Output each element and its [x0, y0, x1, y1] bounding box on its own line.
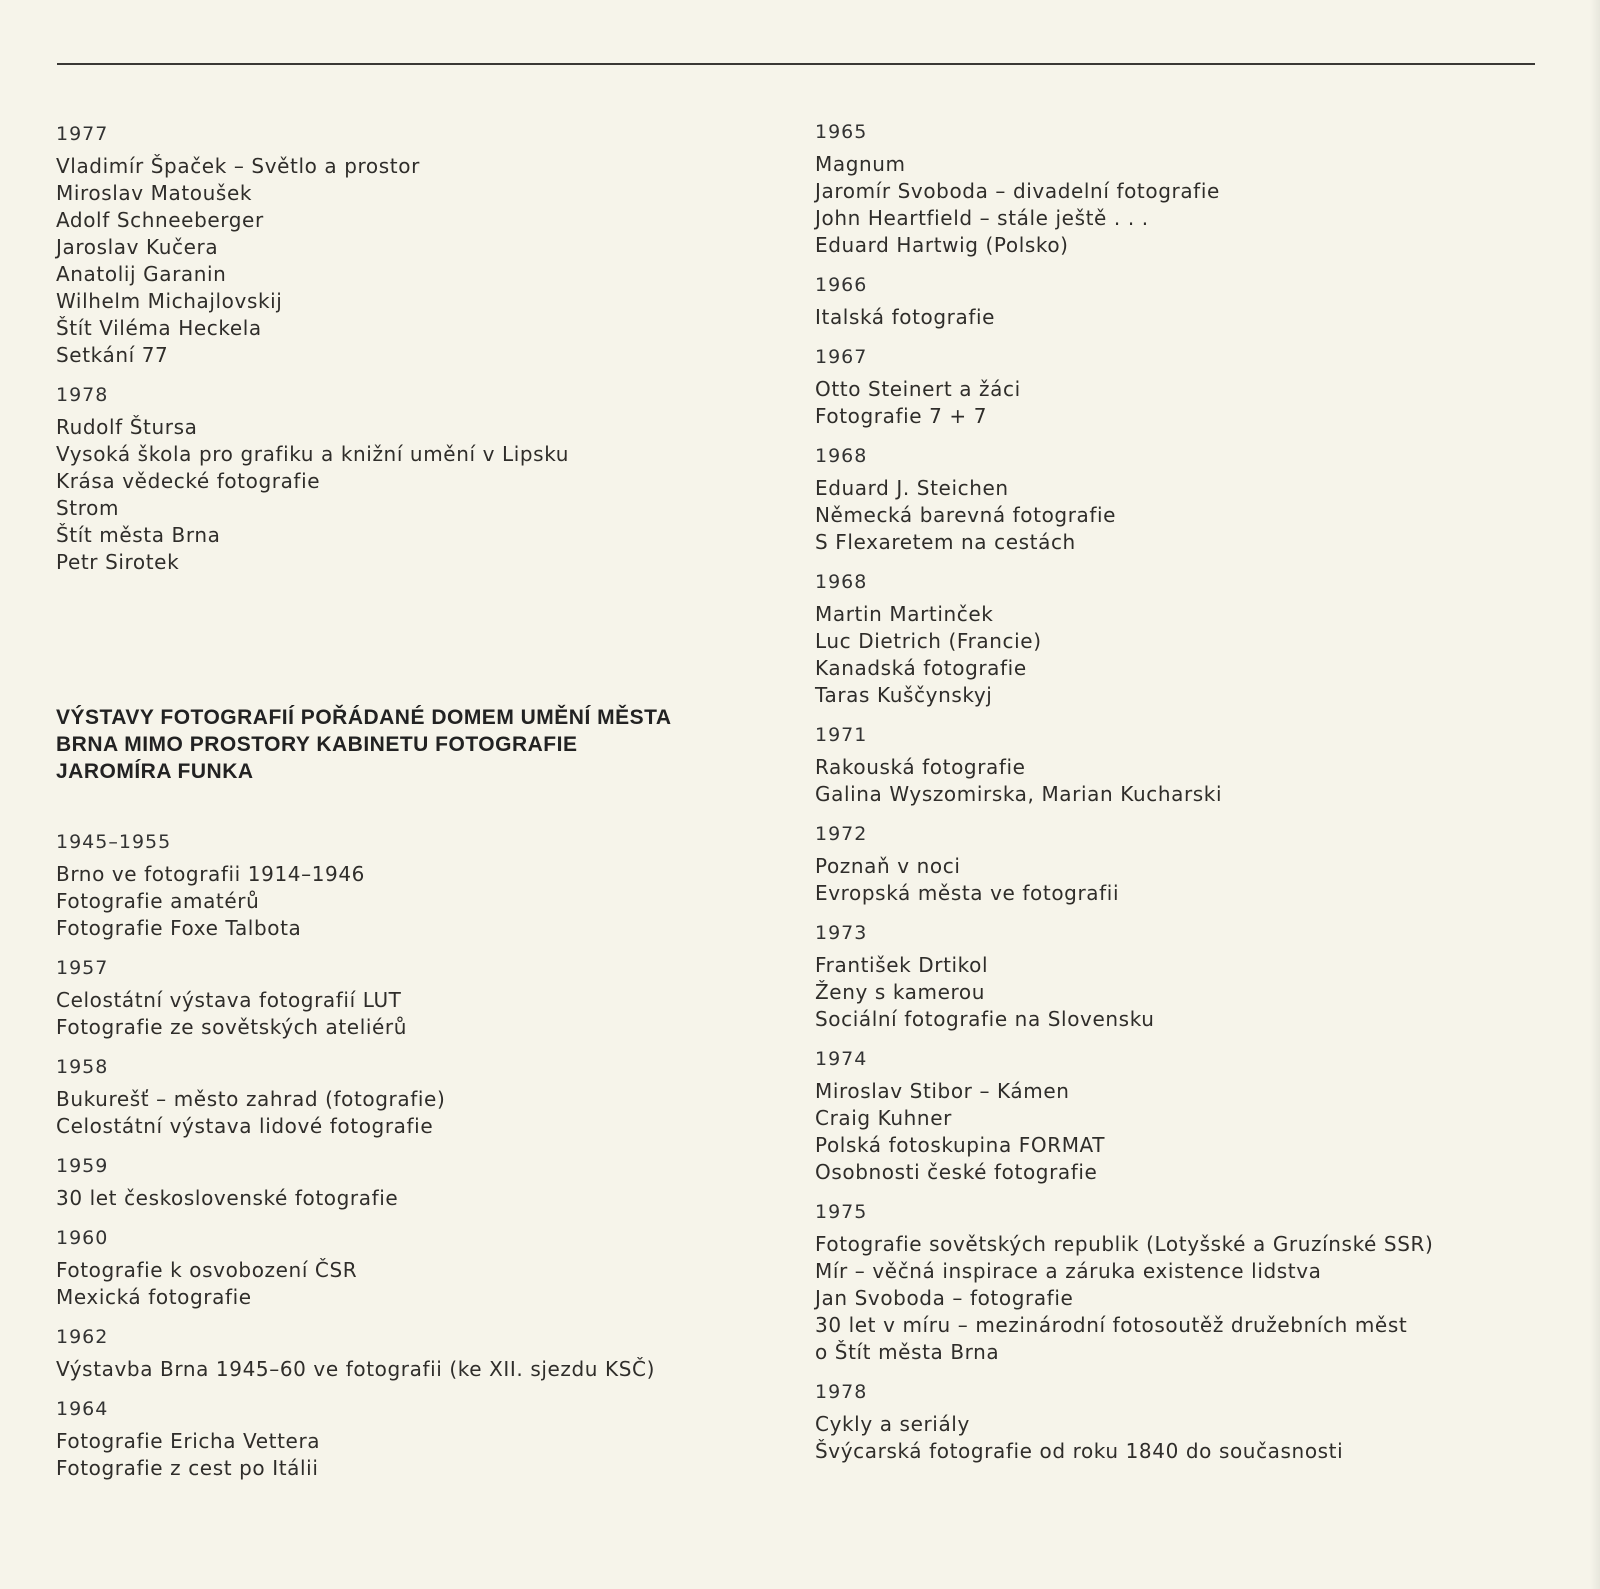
exhibition-item: Štít Viléma Heckela — [56, 316, 262, 340]
exhibition-item: Martin Martinček — [815, 602, 994, 626]
exhibition-item: Výstavba Brna 1945–60 ve fotografii (ke XII. sjezdu KSČ) — [56, 1357, 655, 1381]
year-group — [815, 1199, 1555, 1366]
exhibition-item: Miroslav Stibor – Kámen — [815, 1079, 1070, 1103]
exhibition-item: Petr Sirotek — [56, 550, 180, 574]
year-label: 1978 — [815, 1381, 868, 1403]
year-label: 1957 — [56, 957, 109, 979]
year-label: 1972 — [815, 823, 868, 845]
exhibition-item: Fotografie ze sovětských ateliérů — [56, 1015, 408, 1039]
exhibition-item: Taras Kuščynskyj — [815, 683, 993, 707]
exhibition-item: Fotografie sovětských republik (Lotyšské a Gruzínské SSR) — [815, 1232, 1434, 1256]
exhibition-item: 30 let československé fotografie — [56, 1186, 399, 1210]
year-group — [815, 722, 1555, 808]
year-group — [56, 121, 756, 369]
year-label: 1973 — [815, 922, 868, 944]
year-group — [815, 821, 1555, 907]
year-label: 1945–1955 — [56, 831, 172, 853]
exhibition-item: Vysoká škola pro grafiku a knižní umění v Lipsku — [56, 442, 570, 466]
year-group — [56, 1225, 756, 1311]
exhibition-item: Fotografie Ericha Vettera — [56, 1429, 321, 1453]
year-group — [56, 1153, 756, 1212]
exhibition-item: Luc Dietrich (Francie) — [815, 629, 1042, 653]
exhibition-item: Celostátní výstava fotografií LUT — [56, 988, 402, 1012]
year-label: 1967 — [815, 346, 868, 368]
exhibition-item: Poznaň v noci — [815, 854, 961, 878]
exhibition-item: Polská fotoskupina FORMAT — [815, 1133, 1106, 1157]
exhibition-item: Rudolf Štursa — [56, 415, 198, 439]
exhibition-item: Strom — [56, 496, 120, 520]
exhibition-item: Adolf Schneeberger — [56, 208, 264, 232]
exhibition-item: S Flexaretem na cestách — [815, 530, 1076, 554]
left-top-groups — [56, 121, 756, 576]
year-group — [815, 119, 1555, 259]
exhibition-item: Jan Svoboda – fotografie — [815, 1286, 1074, 1310]
year-group — [815, 344, 1555, 430]
right-column — [815, 119, 1555, 1478]
year-label: 1977 — [56, 123, 109, 145]
year-group — [815, 569, 1555, 709]
exhibition-item: Galina Wyszomirska, Marian Kucharski — [815, 782, 1223, 806]
exhibition-item: Anatolij Garanin — [56, 262, 227, 286]
year-group — [815, 1046, 1555, 1186]
exhibition-item: Fotografie k osvobození ČSR — [56, 1258, 358, 1282]
exhibition-item: Evropská města ve fotografii — [815, 881, 1120, 905]
exhibition-item: Cykly a seriály — [815, 1412, 970, 1436]
year-group — [815, 272, 1555, 331]
exhibition-item: Jaroslav Kučera — [56, 235, 219, 259]
exhibition-item: Fotografie 7 + 7 — [815, 404, 988, 428]
exhibition-item: Osobnosti české fotografie — [815, 1160, 1098, 1184]
exhibition-item: Sociální fotografie na Slovensku — [815, 1007, 1155, 1031]
exhibition-item: Bukurešť – město zahrad (fotografie) — [56, 1087, 446, 1111]
exhibition-item: Mexická fotografie — [56, 1285, 252, 1309]
exhibition-item: Vladimír Špaček – Světlo a prostor — [56, 154, 420, 178]
top-rule — [57, 63, 1535, 65]
exhibition-item: Wilhelm Michajlovskij — [56, 289, 283, 313]
section-heading: VÝSTAVY FOTOGRAFIÍ POŘÁDANÉ DOMEM UMĚNÍ MĚSTA BRNA MIMO PROSTORY KABINETU FOTOGRAFIE JAROMÍRA FUNKA — [56, 706, 672, 783]
year-label: 1964 — [56, 1398, 109, 1420]
exhibition-item: Fotografie z cest po Itálii — [56, 1456, 319, 1480]
year-group — [56, 829, 756, 942]
year-label: 1965 — [815, 121, 868, 143]
exhibition-item: Štít města Brna — [56, 523, 221, 547]
year-label: 1974 — [815, 1048, 868, 1070]
year-label: 1966 — [815, 274, 868, 296]
year-label: 1968 — [815, 445, 868, 467]
exhibition-item: o Štít města Brna — [815, 1340, 1000, 1364]
exhibition-item: 30 let v míru – mezinárodní fotosoutěž družebních měst — [815, 1313, 1408, 1337]
exhibition-item: Mír – věčná inspirace a záruka existence lidstva — [815, 1259, 1322, 1283]
exhibition-item: Otto Steinert a žáci — [815, 377, 1021, 401]
year-group — [56, 1054, 756, 1140]
left-bottom-groups — [56, 829, 756, 1482]
exhibition-item: Kanadská fotografie — [815, 656, 1027, 680]
year-label: 1959 — [56, 1155, 109, 1177]
exhibition-item: Craig Kuhner — [815, 1106, 952, 1130]
exhibition-item: Setkání 77 — [56, 343, 169, 367]
year-label: 1960 — [56, 1227, 109, 1249]
year-group — [815, 920, 1555, 1033]
exhibition-item: Rakouská fotografie — [815, 755, 1026, 779]
year-label: 1962 — [56, 1326, 109, 1348]
exhibition-item: František Drtikol — [815, 953, 989, 977]
year-label: 1971 — [815, 724, 868, 746]
year-group — [815, 1379, 1555, 1465]
exhibition-item: Jaromír Svoboda – divadelní fotografie — [815, 179, 1220, 203]
right-groups — [815, 119, 1555, 1465]
exhibition-item: Magnum — [815, 152, 906, 176]
year-group — [815, 443, 1555, 556]
exhibition-item: Švýcarská fotografie od roku 1840 do současnosti — [815, 1439, 1344, 1463]
year-group — [56, 955, 756, 1041]
exhibition-item: Ženy s kamerou — [815, 980, 986, 1004]
page-edge-shadow — [1590, 0, 1600, 1589]
exhibition-item: Brno ve fotografii 1914–1946 — [56, 862, 365, 886]
year-group — [56, 382, 756, 576]
year-label: 1978 — [56, 384, 109, 406]
exhibition-item: Celostátní výstava lidové fotografie — [56, 1114, 434, 1138]
exhibition-item: Italská fotografie — [815, 305, 996, 329]
year-label: 1975 — [815, 1201, 868, 1223]
exhibition-item: Fotografie Foxe Talbota — [56, 916, 302, 940]
exhibition-item: Eduard Hartwig (Polsko) — [815, 233, 1069, 257]
year-label: 1968 — [815, 571, 868, 593]
exhibition-item: Německá barevná fotografie — [815, 503, 1117, 527]
year-group — [56, 1396, 756, 1482]
exhibition-item: John Heartfield – stále ještě . . . — [815, 206, 1149, 230]
left-column — [56, 121, 756, 1495]
year-group — [56, 1324, 756, 1383]
exhibition-item: Krása vědecké fotografie — [56, 469, 321, 493]
exhibition-item: Miroslav Matoušek — [56, 181, 253, 205]
year-label: 1958 — [56, 1056, 109, 1078]
exhibition-item: Eduard J. Steichen — [815, 476, 1009, 500]
exhibition-item: Fotografie amatérů — [56, 889, 260, 913]
